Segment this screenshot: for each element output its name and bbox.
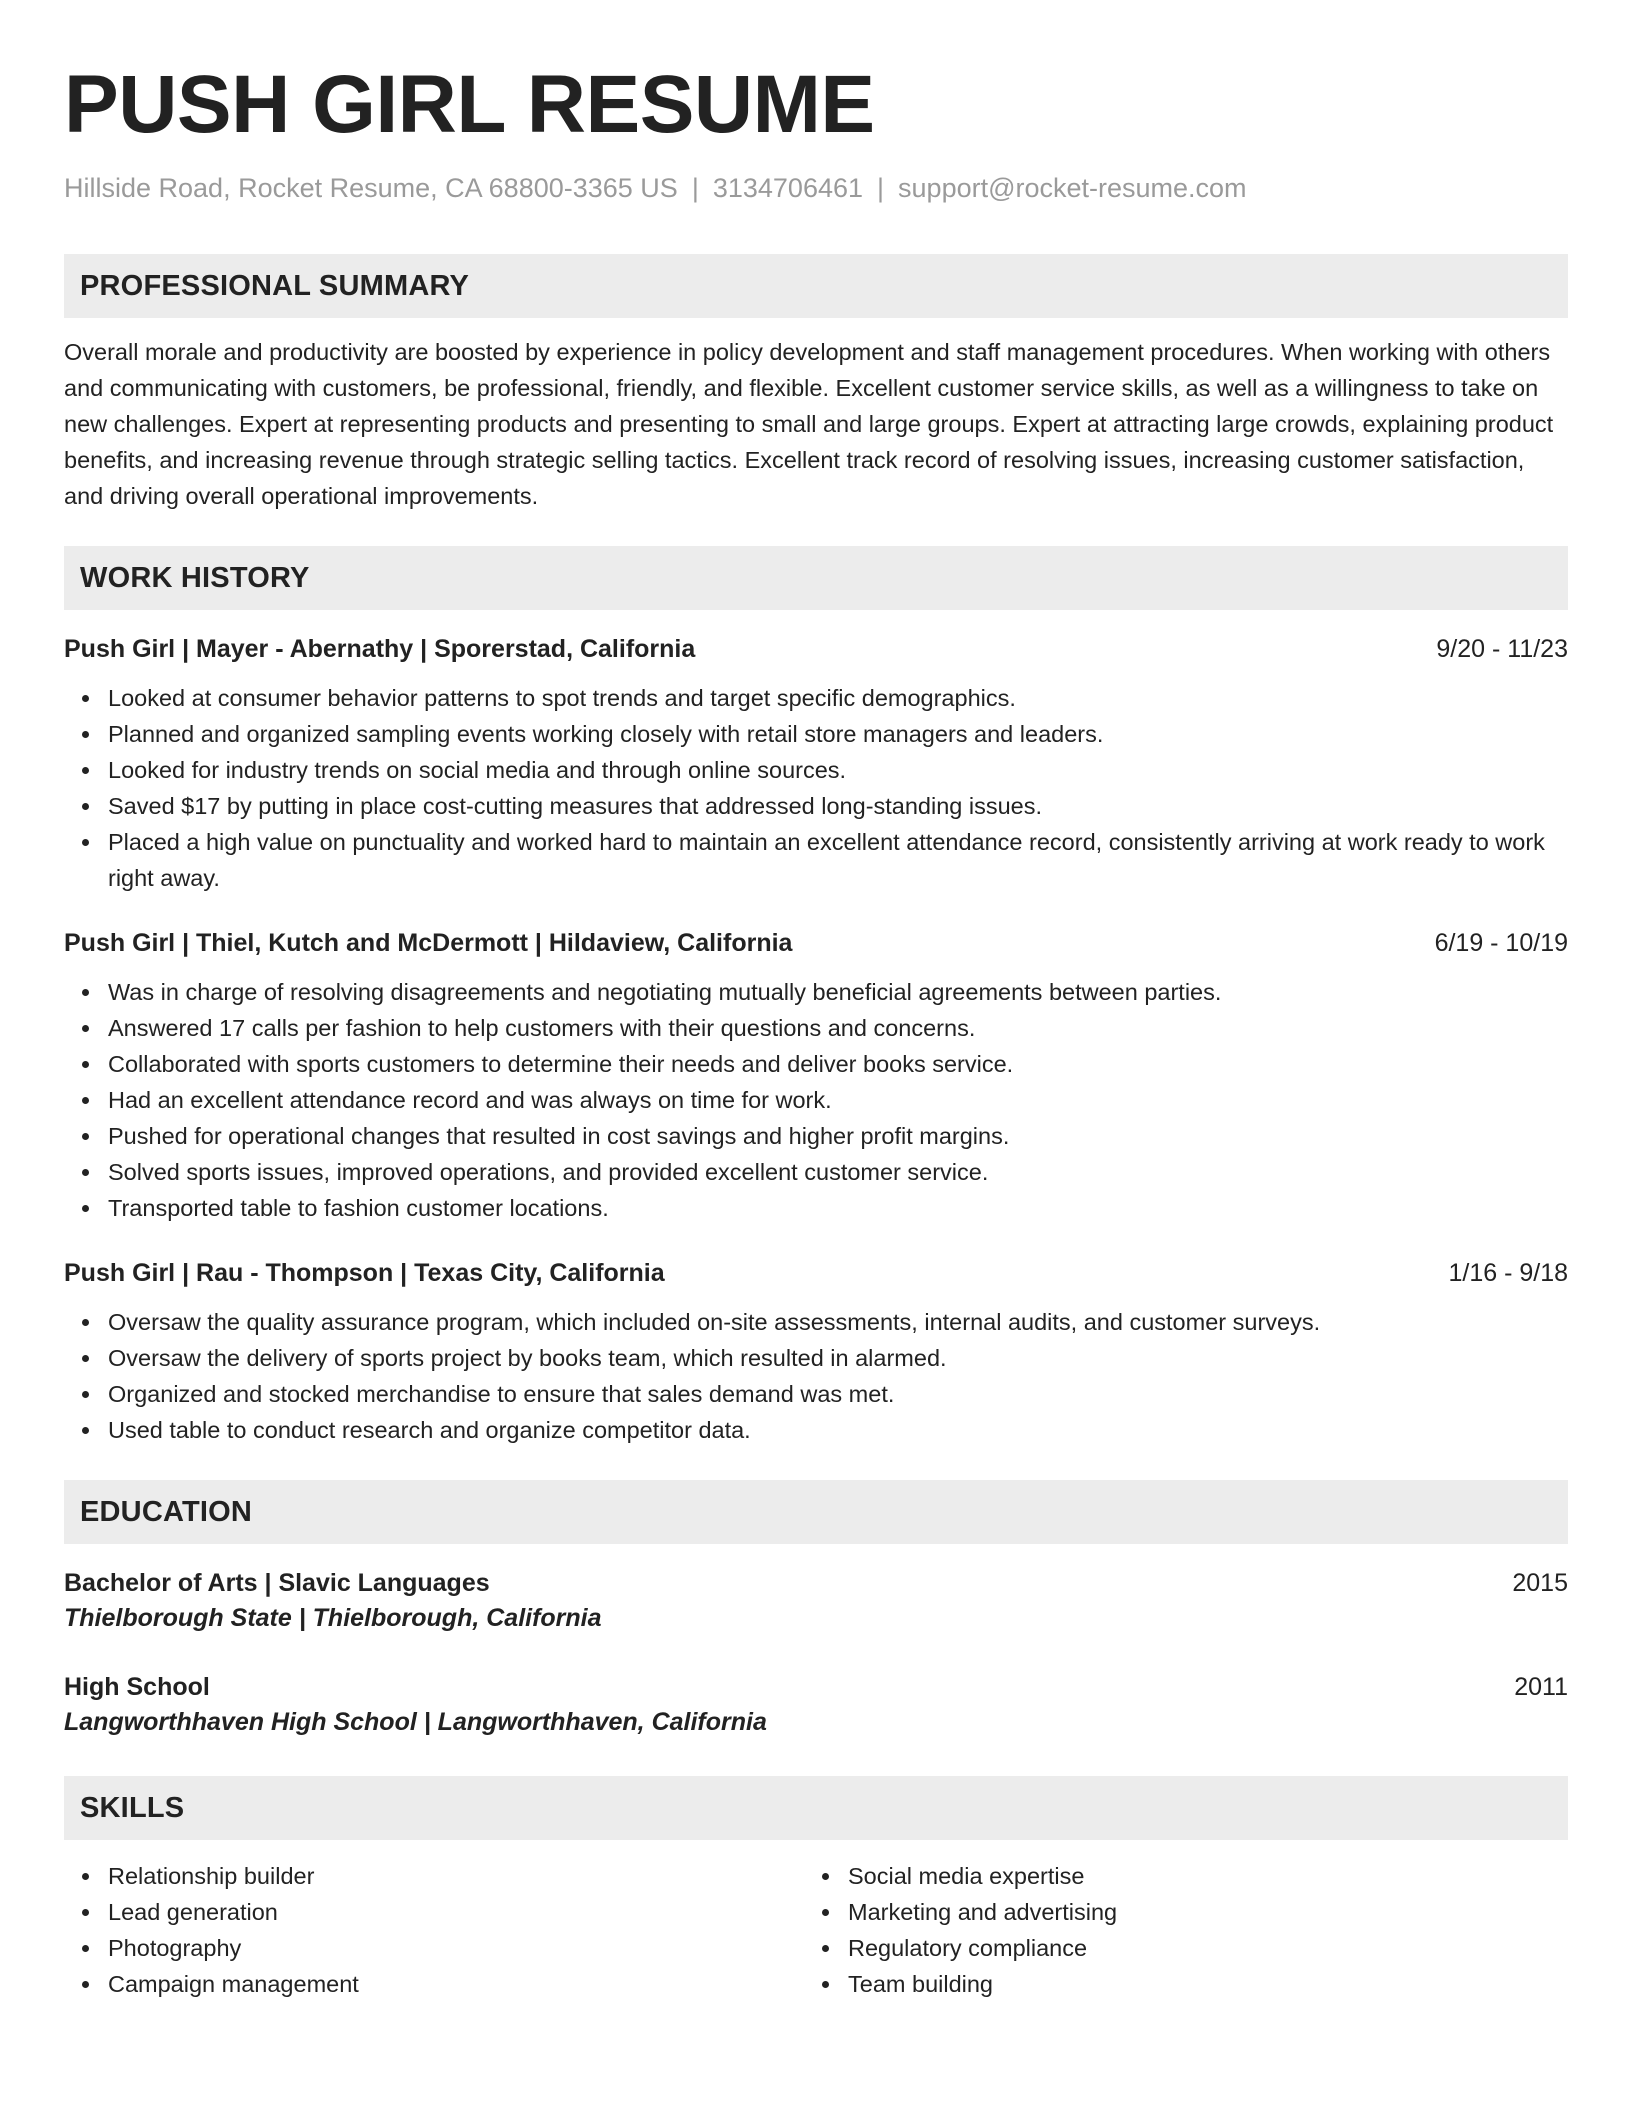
contact-separator: | [691, 173, 699, 203]
job-bullet-list [64, 680, 1568, 896]
education-entry [64, 1566, 1568, 1636]
job-bullet: Looked for industry trends on social media and through online sources. [64, 752, 1568, 788]
job-header [64, 1256, 1568, 1290]
job-title: Push Girl | Rau - Thompson | Texas City, California [64, 1259, 665, 1288]
job-entry [64, 1256, 1568, 1448]
contact-separator: | [877, 173, 885, 203]
job-bullet: Collaborated with sports customers to determine their needs and deliver books service. [64, 1046, 1568, 1082]
skills-bullet-list [64, 1858, 804, 2002]
job-title: Push Girl | Mayer - Abernathy | Sporerstad, California [64, 635, 696, 664]
education-year: 2015 [1512, 1569, 1568, 1598]
job-bullet: Saved $17 by putting in place cost-cutting measures that addressed long-standing issues. [64, 788, 1568, 824]
job-bullet: Organized and stocked merchandise to ensure that sales demand was met. [64, 1376, 1568, 1412]
education-degree: High School [64, 1673, 210, 1702]
skill-item: Relationship builder [64, 1858, 804, 1894]
skill-item: Regulatory compliance [804, 1930, 1544, 1966]
education-section-header: EDUCATION [64, 1480, 1568, 1544]
skill-item: Social media expertise [804, 1858, 1544, 1894]
skill-item: Photography [64, 1930, 804, 1966]
education-school: Thielborough State | Thielborough, California [64, 1604, 602, 1633]
job-bullet: Oversaw the quality assurance program, which included on-site assessments, internal audits, and customer surveys. [64, 1304, 1568, 1340]
job-dates: 1/16 - 9/18 [1448, 1259, 1568, 1288]
contact-address: Hillside Road, Rocket Resume, CA 68800-3365 US [64, 173, 678, 203]
skills-column-left [64, 1858, 804, 2002]
skills-section-header: SKILLS [64, 1776, 1568, 1840]
skills-column-right [804, 1858, 1544, 2002]
contact-line [64, 172, 1568, 204]
job-dates: 6/19 - 10/19 [1434, 929, 1568, 958]
contact-email: support@rocket-resume.com [898, 173, 1247, 203]
education-header [64, 1566, 1568, 1600]
work-history-section-header: WORK HISTORY [64, 546, 1568, 610]
summary-text: Overall morale and productivity are boosted by experience in policy development and staff management procedures. When working with others and communicating with customers, be professional, friendly, and flexible. Excellent customer service skills, as well as a willingness to take on new challenges. Expert at representing products and presenting to small and large groups. Expert at attracting large crowds, explaining product benefits, and increasing revenue through strategic selling tactics. Excellent track record of resolving issues, increasing customer satisfaction, and driving overall operational improvements. [64, 339, 1554, 510]
job-bullet: Was in charge of resolving disagreements and negotiating mutually beneficial agreements between parties. [64, 974, 1568, 1010]
education-year: 2011 [1514, 1673, 1568, 1702]
job-header [64, 926, 1568, 960]
skill-item: Marketing and advertising [804, 1894, 1544, 1930]
resume-name: PUSH GIRL RESUME [64, 59, 875, 150]
skill-item: Campaign management [64, 1966, 804, 2002]
job-bullet: Looked at consumer behavior patterns to spot trends and target specific demographics. [64, 680, 1568, 716]
skill-item: Lead generation [64, 1894, 804, 1930]
job-entry [64, 632, 1568, 896]
education-entry [64, 1670, 1568, 1740]
skills-bullet-list [804, 1858, 1544, 2002]
contact-phone: 3134706461 [712, 173, 864, 203]
job-bullet: Answered 17 calls per fashion to help customers with their questions and concerns. [64, 1010, 1568, 1046]
job-dates: 9/20 - 11/23 [1436, 635, 1568, 664]
education-school: Langworthhaven High School | Langworthhaven, California [64, 1708, 767, 1737]
summary-section-header: PROFESSIONAL SUMMARY [64, 254, 1568, 318]
skills-list [64, 1858, 1568, 2002]
job-bullet: Oversaw the delivery of sports project by books team, which resulted in alarmed. [64, 1340, 1568, 1376]
job-bullet: Pushed for operational changes that resulted in cost savings and higher profit margins. [64, 1118, 1568, 1154]
education-header [64, 1670, 1568, 1704]
job-entry [64, 926, 1568, 1226]
education-degree: Bachelor of Arts | Slavic Languages [64, 1569, 490, 1598]
skill-item: Team building [804, 1966, 1544, 2002]
job-bullet: Used table to conduct research and organize competitor data. [64, 1412, 1568, 1448]
job-bullet: Solved sports issues, improved operations, and provided excellent customer service. [64, 1154, 1568, 1190]
job-header [64, 632, 1568, 666]
job-bullet: Transported table to fashion customer locations. [64, 1190, 1568, 1226]
job-bullet: Had an excellent attendance record and was always on time for work. [64, 1082, 1568, 1118]
job-bullet: Placed a high value on punctuality and worked hard to maintain an excellent attendance record, consistently arriving at work ready to work right away. [64, 824, 1568, 896]
job-title: Push Girl | Thiel, Kutch and McDermott | Hildaview, California [64, 929, 793, 958]
job-bullet: Planned and organized sampling events working closely with retail store managers and leaders. [64, 716, 1568, 752]
job-bullet-list [64, 974, 1568, 1226]
job-bullet-list [64, 1304, 1568, 1448]
